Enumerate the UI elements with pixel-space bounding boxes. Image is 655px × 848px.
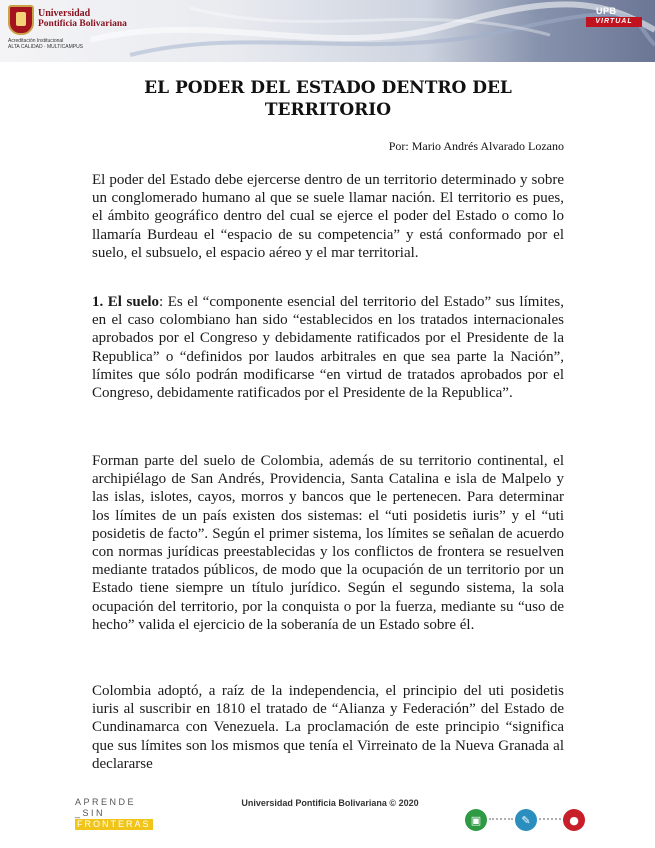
dotted-connector	[539, 818, 561, 821]
logo-name-line1: Universidad	[38, 8, 91, 19]
logo-name-line2: Pontificia Bolivariana	[38, 19, 127, 29]
pen-icon: ✎	[515, 809, 537, 831]
slogan-line2: _SIN	[75, 808, 106, 818]
paragraph-territory-parts: Forman parte del suelo de Colombia, además de su territorio continental, el archipiélago de San Andrés, Providencia, Santa Catalina e isla de Malpelo y las islas, islotes, cayos, morros y bancos que le pertenecen. Para determinar los límites de un país existen dos sistemas: el “uti posidetis iuris” y el “uti posidetis de facto”. Según el primer sistema, los límites se señalan de acuerdo con normas jurídicas preestablecidas y los conflictos de frontera se resuelven mediante tratados públicos, de modo que la ocupación de un territorio por un Estado tiene siempre un título jurídico. Según el segundo sistema, la sola ocupación del territorio, por la conquista o por la fuerza, mediante su “uso de hecho” valida el ejercicio de la soberanía de un Estado sobre él.	[92, 453, 564, 633]
banner-swirl-decoration	[90, 0, 655, 62]
paragraph-intro: El poder del Estado debe ejercerse dentro de un territorio determinado y sobre un conglomerado humano al que se suele llamar nación. El territorio es pues, el ámbito geográfico dentro del cual se ejerce el poder del Estado o como lo llamaría Burdeau el “espacio de su competencia” y está conformado por el suelo, el subsuelo, el espacio aéreo y el mar territorial.	[92, 172, 564, 261]
slogan-line3: FRONTERAS	[77, 819, 151, 829]
logo-sub-line1: Acreditación Institucional	[8, 38, 64, 44]
logo-sub-line2: ALTA CALIDAD · MULTICAMPUS	[8, 43, 84, 50]
paragraph-suelo-text: : Es el “componente esencial del territorio del Estado” sus límites, en el caso colombiano han sido “establecidos en los tratados internacionales aprobados por el Congreso y debidamente ratificados por el Presidente de la Republica” o “definidos por laudos arbitrales en que sea parte la Nación”, límites que sólo podrán modificarse “en virtud de tratados aprobados por el Congreso, debidamente ratificados por el Presidente de la Republica”.	[92, 294, 564, 402]
logo-accreditation	[8, 39, 100, 50]
university-logo[interactable]	[8, 5, 127, 57]
slogan-line1: APRENDE	[75, 797, 137, 807]
dotted-connector	[489, 818, 513, 821]
author-line: Por: Mario Andrés Alvarado Lozano	[388, 139, 564, 153]
header-banner	[0, 0, 655, 62]
badge-title: UPB	[596, 6, 617, 16]
section-heading-suelo: 1. El suelo	[92, 294, 160, 310]
footer-copyright: Universidad Pontificia Bolivariana © 2020	[241, 798, 419, 808]
badge-subtitle: VIRTUAL	[586, 17, 642, 27]
paragraph-colombia-adoption: Colombia adoptó, a raíz de la independencia, el principio del uti posidetis iuris al suscribir en 1810 el tratado de “Alianza y Federación” del Estado de Cundinamarca con Venezuela. La proclamación de este principio “significa que sus límites son los mismos que tenía el Virreinato de la Nueva Granada al declararse	[92, 683, 564, 772]
upb-virtual-badge[interactable]	[586, 6, 646, 28]
document-title: EL PODER DEL ESTADO DENTRO DEL TERRITORIO	[144, 78, 512, 120]
shield-icon	[8, 5, 34, 35]
footer-slogan	[75, 797, 165, 830]
footer-icon-row	[465, 806, 600, 834]
paragraph-suelo	[92, 293, 564, 402]
person-icon: ●	[563, 809, 585, 831]
camera-icon: ▣	[465, 809, 487, 831]
